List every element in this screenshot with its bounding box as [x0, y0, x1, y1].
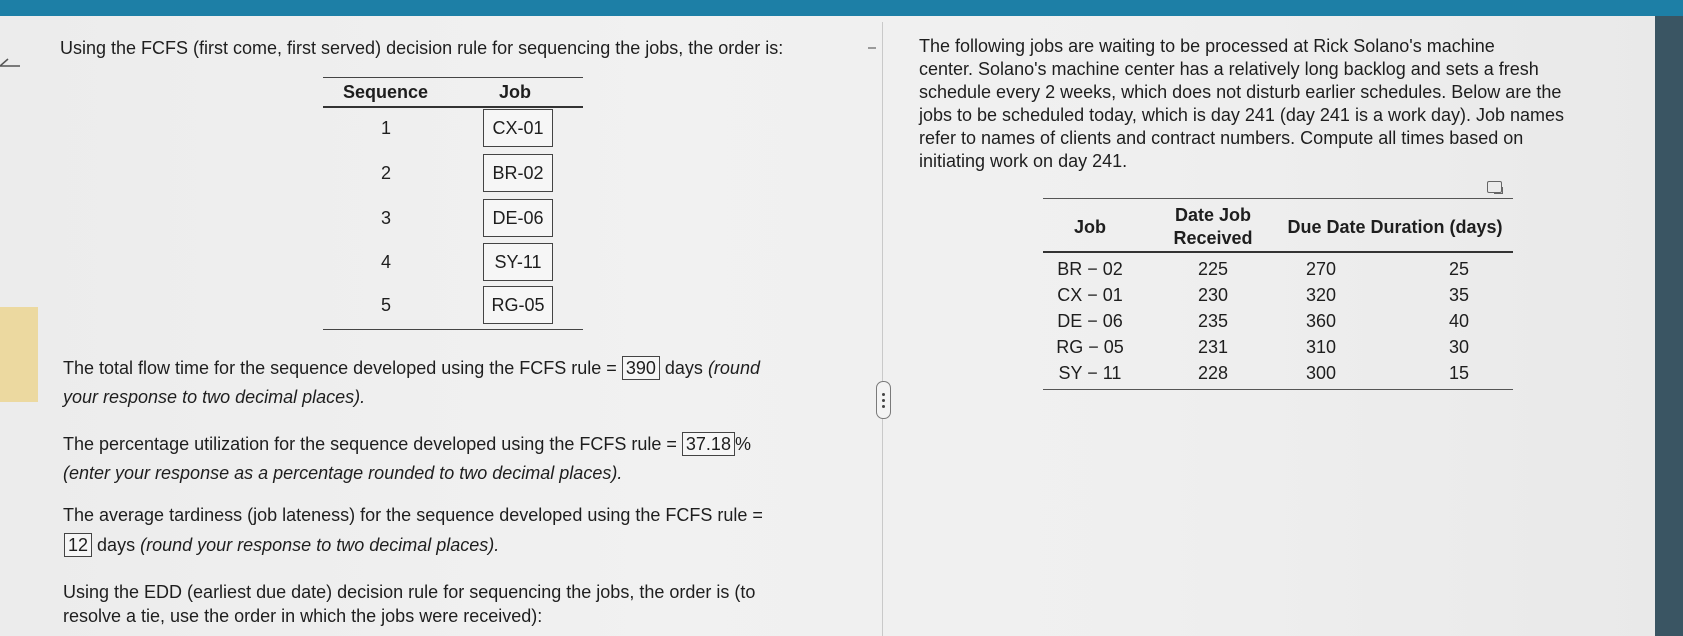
- flow-time-note: your response to two decimal places).: [63, 387, 366, 407]
- due-cell: 320: [1305, 285, 1337, 305]
- divider-tick: [868, 47, 876, 49]
- received-cell: 225: [1197, 259, 1229, 279]
- problem-text-line: schedule every 2 weeks, which does not disturb earlier schedules. Below are the: [919, 82, 1562, 102]
- due-cell: 300: [1305, 363, 1337, 383]
- flow-time-line: The total flow time for the sequence developed using the FCFS rule = 390 days (round: [63, 358, 760, 378]
- flow-time-answer[interactable]: 390: [622, 356, 660, 380]
- job-cell: CX − 01: [1057, 285, 1123, 305]
- utilization-answer[interactable]: 37.18: [682, 432, 735, 456]
- sequence-number: 5: [381, 295, 392, 315]
- due-cell: 360: [1305, 311, 1337, 331]
- job-cell: BR − 02: [1057, 259, 1123, 279]
- problem-text-line: jobs to be scheduled today, which is day 241 (day 241 is a work day). Job names: [919, 105, 1565, 125]
- received-cell: 230: [1197, 285, 1229, 305]
- problem-text-line: initiating work on day 241.: [919, 151, 1128, 171]
- duration-cell: 15: [1448, 363, 1470, 383]
- received-cell: 235: [1197, 311, 1229, 331]
- due-cell: 270: [1305, 259, 1337, 279]
- due-cell: 310: [1305, 337, 1337, 357]
- right-edge: [1655, 16, 1683, 636]
- job-cell: DE − 06: [1057, 311, 1123, 331]
- received-cell: 228: [1197, 363, 1229, 383]
- received-cell: 231: [1197, 337, 1229, 357]
- back-arrow-icon: [0, 58, 22, 72]
- duration-cell: 30: [1448, 337, 1470, 357]
- job-cell: RG − 05: [1056, 337, 1124, 357]
- job-answer-field[interactable]: CX-01: [483, 109, 553, 147]
- side-tab: [0, 307, 38, 402]
- duration-cell: 25: [1448, 259, 1470, 279]
- pane-divider: [882, 22, 883, 636]
- sequence-number: 1: [381, 118, 392, 138]
- sequence-header: Sequence: [343, 82, 429, 102]
- sequence-number: 2: [381, 163, 392, 183]
- edd-line-2: resolve a tie, use the order in which the jobs were received):: [63, 606, 543, 626]
- jobs-table: [1043, 198, 1513, 390]
- duration-cell: 35: [1448, 285, 1470, 305]
- problem-text-line: The following jobs are waiting to be processed at Rick Solano's machine: [919, 36, 1495, 56]
- edd-line-1: Using the EDD (earliest due date) decision rule for sequencing the jobs, the order is (to: [63, 582, 756, 602]
- tardiness-answer[interactable]: 12: [64, 533, 92, 557]
- problem-text-line: refer to names of clients and contract numbers. Compute all times based on: [919, 128, 1524, 148]
- top-bar: [0, 0, 1683, 16]
- problem-text-line: center. Solano's machine center has a relatively long backlog and sets a fresh: [919, 59, 1539, 79]
- received-col-header: Received: [1173, 228, 1253, 248]
- job-answer-field[interactable]: SY-11: [483, 243, 553, 281]
- due-duration-col-header: Due Date Duration (days): [1287, 217, 1503, 237]
- job-answer-field[interactable]: DE-06: [483, 199, 553, 237]
- utilization-note: (enter your response as a percentage rounded to two decimal places).: [63, 463, 623, 483]
- job-col-header: Job: [1073, 217, 1106, 237]
- job-answer-field[interactable]: BR-02: [483, 154, 553, 192]
- tardiness-answer-line: 12 days (round your response to two decimal places).: [64, 533, 499, 557]
- job-cell: SY − 11: [1058, 363, 1122, 383]
- copy-icon[interactable]: [1487, 181, 1502, 193]
- drag-handle-icon[interactable]: [876, 381, 891, 419]
- job-header: Job: [499, 82, 532, 102]
- duration-cell: 40: [1448, 311, 1470, 331]
- utilization-line: The percentage utilization for the sequence developed using the FCFS rule = 37.18 %: [63, 434, 751, 454]
- fcfs-intro: Using the FCFS (first come, first served) decision rule for sequencing the jobs, the order is:: [60, 38, 784, 58]
- tardiness-line: The average tardiness (job lateness) for the sequence developed using the FCFS rule =: [63, 505, 763, 525]
- sequence-number: 4: [381, 252, 392, 272]
- sequence-number: 3: [381, 208, 392, 228]
- job-answer-field[interactable]: RG-05: [483, 286, 553, 324]
- received-col-header: Date Job: [1174, 205, 1252, 225]
